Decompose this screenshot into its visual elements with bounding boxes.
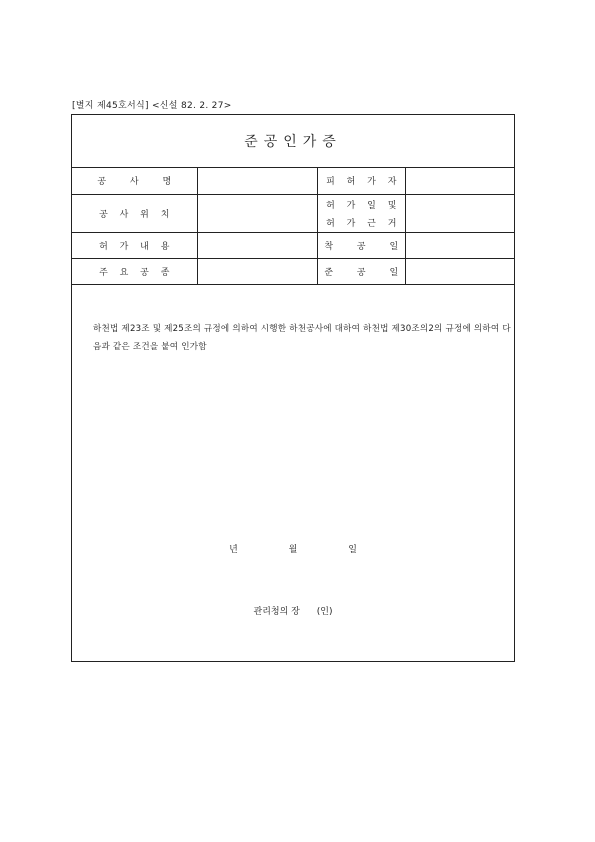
title-row [72,115,514,168]
project-name-field[interactable] [198,168,318,194]
permit-holder-field[interactable] [406,168,515,194]
label-permit-content: 허 가 내 용 [72,232,198,258]
start-date-field[interactable] [406,232,515,258]
form-caption: [별지 제45호서식] <신설 82. 2. 27> [72,101,232,111]
project-location-field[interactable] [198,194,318,232]
label-start-date: 착 공 일 [318,232,406,258]
completion-date-field[interactable] [406,258,515,284]
day-label: 일 [348,545,357,555]
label-completion-date: 준 공 일 [318,258,406,284]
table-row [72,232,514,258]
table-row [72,194,514,232]
authority-label: 관리청의 장 [253,607,300,617]
permit-content-field[interactable] [198,232,318,258]
main-work-type-field[interactable] [198,258,318,284]
label-project-location: 공 사 위 치 [72,194,198,232]
label-permit-holder: 피 허 가 자 [318,168,406,194]
issue-date [72,542,514,555]
seal-label: (인) [316,607,333,617]
permit-date-basis-field[interactable] [406,194,515,232]
label-main-work-type: 주 요 공 종 [72,258,198,284]
label-project-name: 공 사 명 [72,168,198,194]
label-permit-date-basis [318,194,406,232]
signature-line [72,604,514,617]
year-label: 년 [229,545,238,555]
table-row [72,168,514,194]
table-row [72,258,514,284]
info-table [72,168,514,285]
approval-certificate-form [71,114,515,662]
approval-statement: 하천법 제23조 및 제25조의 규정에 의하여 시행한 하천공사에 대하여 하천법 제30조의2의 규정에 의하여 다음과 같은 조건을 붙여 인가함 [93,324,511,352]
label-permit-date: 허 가 일 및 [326,200,397,211]
form-title: 준공인가증 [244,134,342,150]
label-permit-basis: 허 가 근 거 [326,218,397,229]
month-label: 월 [288,545,298,555]
